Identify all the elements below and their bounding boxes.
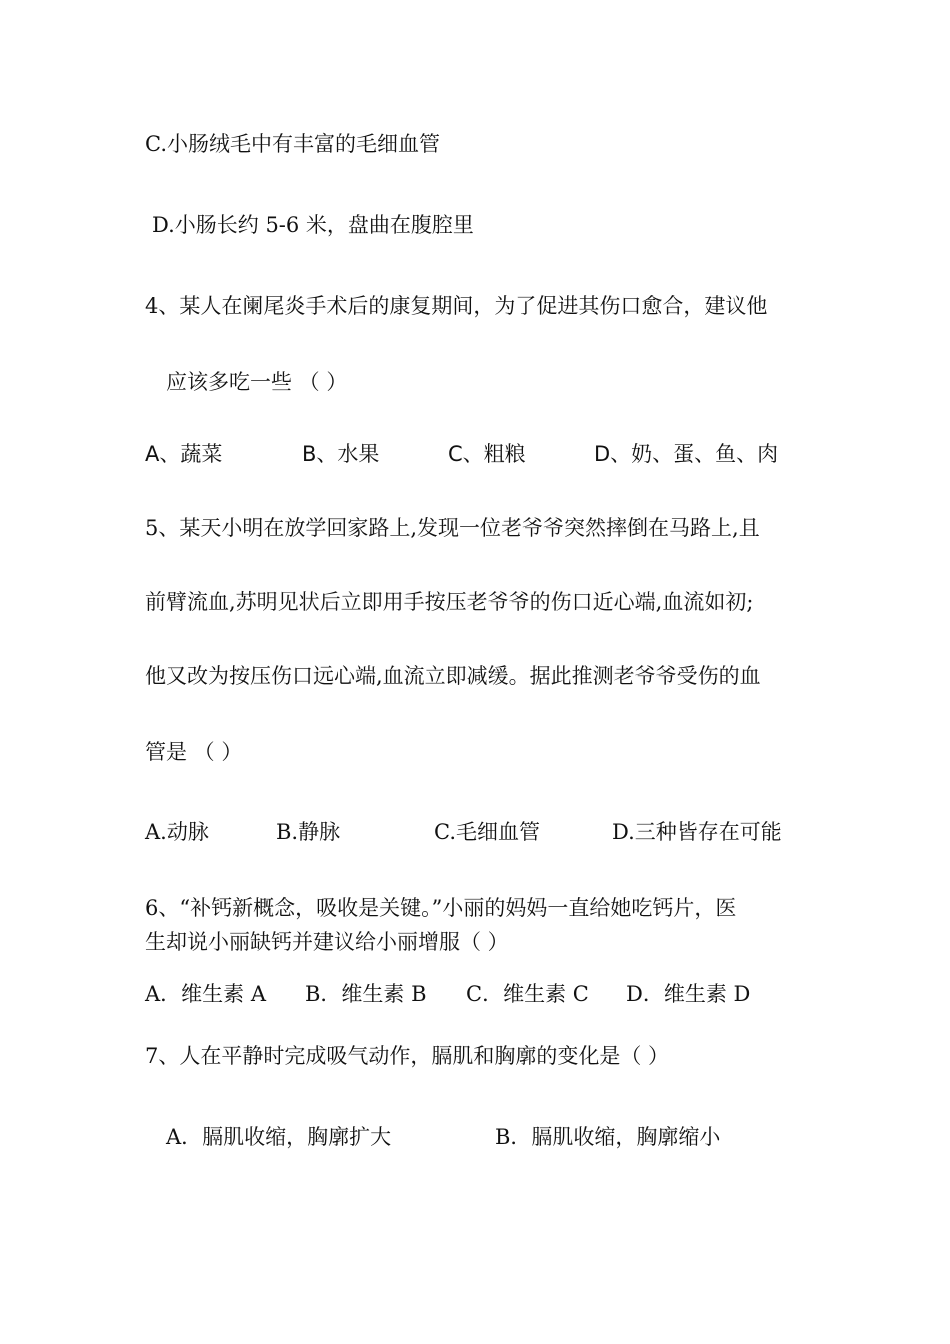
q4-stem-line2: 应该多吃一些 （ ） — [166, 370, 348, 394]
q5-stem-line4: 管是 （ ） — [145, 740, 243, 764]
q5-stem-line2: 前臂流血,苏明见状后立即用手按压老爷爷的伤口近心端,血流如初; — [145, 590, 754, 614]
q3-option-c: C.小肠绒毛中有丰富的毛细血管 — [145, 132, 440, 156]
q6-option-a: A．维生素 A — [145, 982, 267, 1006]
q4-option-c: C、粗粮 — [448, 442, 526, 466]
q6-stem-line1: 6、“补钙新概念，吸收是关键。”小丽的妈妈一直给她吃钙片，医 — [145, 896, 737, 920]
q7-stem-line1: 7、人在平静时完成吸气动作，膈肌和胸廓的变化是（ ） — [145, 1044, 670, 1068]
q5-option-a: A.动脉 — [145, 820, 209, 844]
q7-option-a: A．膈肌收缩，胸廓扩大 — [166, 1125, 392, 1149]
q5-option-c: C.毛细血管 — [434, 820, 540, 844]
q5-option-d: D.三种皆存在可能 — [612, 820, 782, 844]
q5-stem-line1: 5、某天小明在放学回家路上,发现一位老爷爷突然摔倒在马路上,且 — [145, 516, 760, 540]
q5-option-b: B.静脉 — [276, 820, 341, 844]
q3-option-d: D.小肠长约 5-6 米，盘曲在腹腔里 — [152, 213, 474, 237]
q6-stem-line2: 生却说小丽缺钙并建议给小丽增服（ ） — [145, 930, 509, 954]
q4-option-d: D、奶、蛋、鱼、肉 — [594, 442, 779, 466]
q6-option-d: D．维生素 D — [626, 982, 751, 1006]
q4-option-b: B、水果 — [302, 442, 380, 466]
q4-stem-line1: 4、某人在阑尾炎手术后的康复期间，为了促进其伤口愈合，建议他 — [145, 294, 768, 318]
q6-option-b: B．维生素 B — [305, 982, 427, 1006]
q5-stem-line3: 他又改为按压伤口远心端,血流立即减缓。据此推测老爷爷受伤的血 — [145, 664, 761, 688]
q4-option-a: A、蔬菜 — [145, 442, 223, 466]
q6-option-c: C．维生素 C — [466, 982, 589, 1006]
q7-option-b: B．膈肌收缩，胸廓缩小 — [495, 1125, 721, 1149]
